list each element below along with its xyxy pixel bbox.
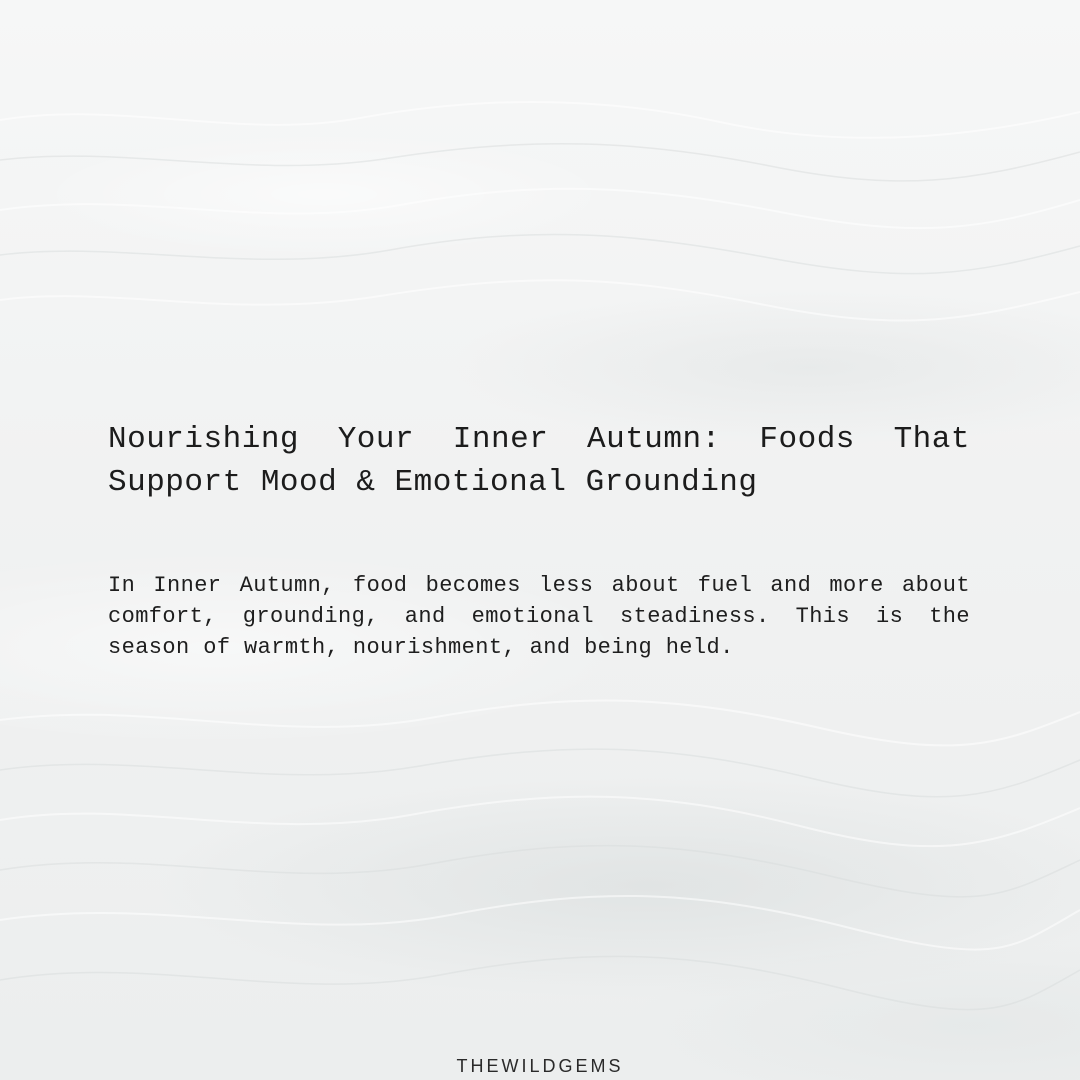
post-title: Nourishing Your Inner Autumn: Foods That Support Mood & Emotional Grounding: [108, 422, 970, 500]
intro-paragraph: In Inner Autumn, food becomes less about fuel and more about comfort, grounding, and emotional steadiness. This is the season of warmth, nourishment, and being held.: [108, 573, 970, 660]
brand-watermark: THEWILDGEMS: [456, 1056, 624, 1076]
